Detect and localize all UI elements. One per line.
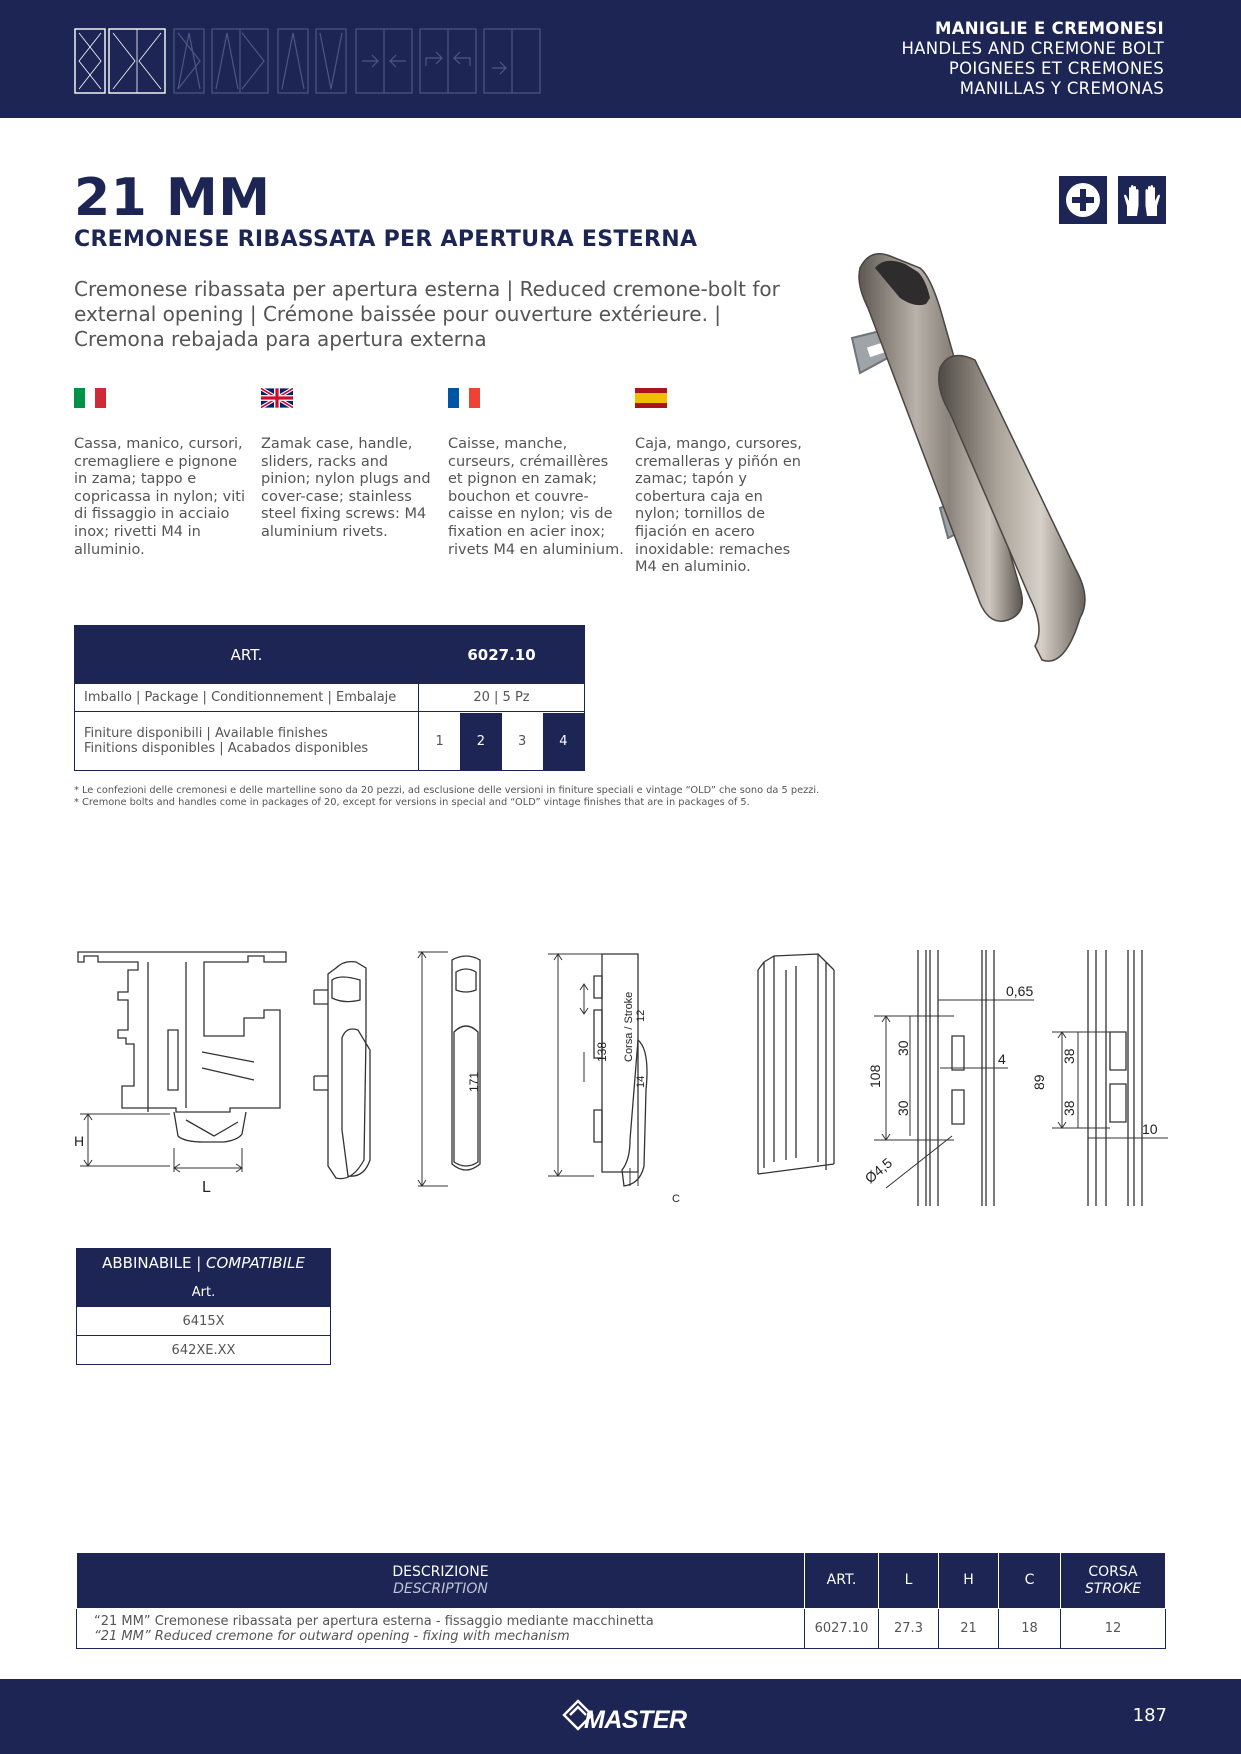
stroke-cell: 12 [1061, 1609, 1166, 1649]
finishes-label-line-1: Finiture disponibili | Available finishes [84, 726, 328, 741]
table-row [77, 1609, 1166, 1649]
dim-30a: 30 [895, 1040, 911, 1056]
finishes-label-line-2: Finitions disponibles | Acabados disponibles [84, 741, 369, 756]
finishes-label [75, 712, 419, 771]
l-cell: 27.3 [879, 1609, 939, 1649]
technical-drawings [74, 940, 1169, 1220]
desc-cell [77, 1609, 805, 1649]
dim-89: 89 [1031, 1074, 1047, 1090]
compatible-title-en: COMPATIBILE [206, 1254, 305, 1272]
page-number: 187 [1132, 1705, 1167, 1726]
art-cell: 6027.10 [805, 1609, 879, 1649]
page-subtitle: CREMONESE RIBASSATA PER APERTURA ESTERNA [74, 227, 698, 252]
desc-header-it: DESCRIZIONE [392, 1563, 489, 1580]
plus-screw-icon [1059, 176, 1107, 224]
note-en: * Cremone bolts and handles come in packages of 20, except for versions in special and “OLD” vintage finishes that are in packages of 5. [74, 797, 750, 808]
package-value: 20 | 5 Pz [419, 684, 585, 712]
product-lead: Cremonese ribassata per apertura esterna | Reduced cremone-bolt for external opening | Crémone baissée pour ouverture extérieure. | Cremona rebajada para apertura externa [74, 277, 780, 351]
desc-it: “21 MM” Cremonese ribassata per apertura esterna - fissaggio mediante macchinetta [94, 1613, 654, 1629]
dim-065: 0,65 [1006, 983, 1034, 999]
art-header-value: 6027.10 [419, 626, 585, 684]
flag-italy-icon [74, 388, 106, 408]
dim-12: 12 [635, 1009, 647, 1022]
page-title: 21 MM [74, 168, 271, 228]
finish-1: 1 [435, 733, 444, 749]
dim-138: 138 [595, 1041, 609, 1062]
stroke-header-en: STROKE [1084, 1580, 1142, 1597]
dim-4: 4 [998, 1051, 1006, 1067]
materials-es: Caja, mango, cursores, cremalleras y piñón en zamac; tapón y cobertura caja en nylon; tornillos de fijación en acero inoxidable: remaches M4 en aluminio. [635, 436, 802, 576]
compatible-col-header: Art. [77, 1278, 331, 1307]
category-title [901, 19, 1164, 99]
h-header: H [939, 1553, 999, 1609]
materials-fr: Caisse, manche, curseurs, crémaillères et pignon en zamak; bouchon et couvre-caisse en nylon; vis de fixation en acier inox; rivets M4 en aluminium. [448, 436, 624, 558]
dim-c: C [672, 1193, 680, 1205]
dim-38a: 38 [1061, 1048, 1077, 1064]
dim-10: 10 [1142, 1121, 1158, 1137]
dim-30b: 30 [895, 1100, 911, 1116]
desc-header [77, 1553, 805, 1609]
flag-uk-icon [261, 388, 293, 408]
art-header-label: ART. [75, 626, 419, 684]
dim-14: 14 [635, 1075, 647, 1088]
article-table [74, 625, 585, 771]
materials-en: Zamak case, handle, sliders, racks and pinion; nylon plugs and cover-case; stainless steel fixing screws: M4 aluminium rivets. [261, 436, 431, 540]
dim-171: 171 [467, 1071, 481, 1092]
dim-108: 108 [867, 1064, 883, 1088]
l-header: L [879, 1553, 939, 1609]
dim-l: L [202, 1179, 211, 1196]
finish-3: 3 [517, 733, 527, 749]
dim-38b: 38 [1061, 1100, 1077, 1116]
dim-h: H [74, 1133, 85, 1149]
page-header [0, 0, 1241, 118]
materials-it: Cassa, manico, cursori, cremagliere e pignone in zama; tappo e copricassa in nylon; viti di fissaggio in acciaio inox; rivetti M4 in alluminio. [74, 436, 246, 558]
dim-d45: Ø4,5 [861, 1154, 896, 1187]
flag-france-icon [448, 388, 480, 408]
package-notes [74, 785, 819, 809]
compatible-title [77, 1249, 331, 1278]
category-en: HANDLES AND CREMONE BOLT [901, 39, 1164, 58]
compatible-item: 6415X [77, 1307, 331, 1336]
logo-text: MASTER [584, 1706, 687, 1734]
finishes-cells [419, 712, 585, 771]
finish-4: 4 [543, 713, 584, 770]
art-header: ART. [805, 1553, 879, 1609]
category-es: MANILLAS Y CREMONAS [959, 79, 1164, 98]
c-cell: 18 [999, 1609, 1061, 1649]
compatible-table [76, 1248, 331, 1365]
compatible-item: 642XE.XX [77, 1336, 331, 1365]
gloves-icon [1118, 176, 1166, 224]
desc-en: “21 MM” Reduced cremone for outward opening - fixing with mechanism [94, 1628, 570, 1644]
stroke-header-it: CORSA [1088, 1563, 1138, 1580]
window-type-icons [74, 28, 610, 94]
category-fr: POIGNEES ET CREMONES [948, 59, 1164, 78]
flag-spain-icon [635, 388, 667, 408]
h-cell: 21 [939, 1609, 999, 1649]
finish-2: 2 [460, 713, 501, 770]
master-logo [560, 1697, 710, 1737]
package-label: Imballo | Package | Conditionnement | Embalaje [75, 684, 419, 712]
stroke-header [1061, 1553, 1166, 1609]
cremone-handle-image [830, 248, 1160, 668]
note-it: * Le confezioni delle cremonesi e delle martelline sono da 20 pezzi, ad esclusione delle versioni in finiture speciali e vintage “OLD” che sono da 5 pezzi. [74, 785, 820, 796]
compatible-title-it: ABBINABILE | [102, 1254, 202, 1272]
desc-header-en: DESCRIPTION [393, 1580, 488, 1597]
dim-stroke: Corsa / Stroke [623, 991, 635, 1062]
category-it: MANIGLIE E CREMONESI [935, 19, 1164, 38]
c-header: C [999, 1553, 1061, 1609]
page-footer [0, 1679, 1241, 1754]
description-table [76, 1552, 1166, 1649]
